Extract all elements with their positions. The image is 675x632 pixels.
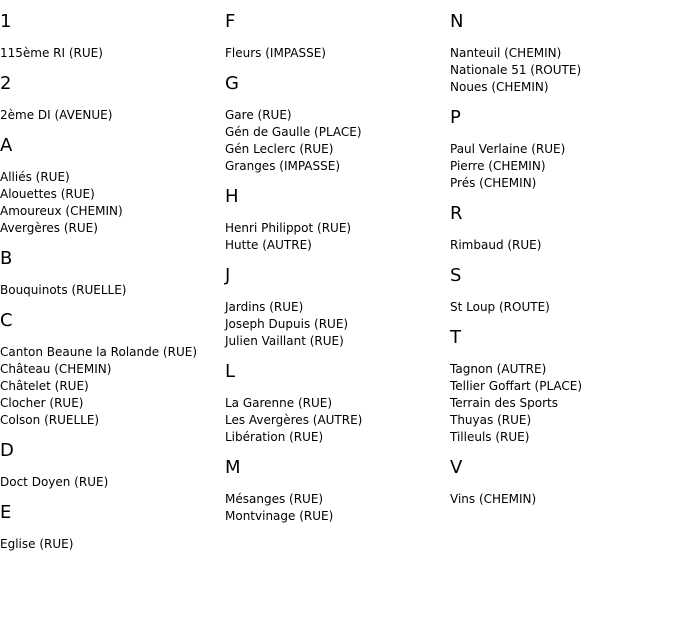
letter-group [0,441,220,491]
street-list [225,395,445,446]
letter-heading: V [450,457,463,478]
street-list [225,220,445,254]
street-link[interactable]: Noues (CHEMIN) [450,80,549,94]
letter-group [0,503,220,553]
letter-heading: C [0,310,13,331]
street-list [0,474,220,491]
letter-group [225,458,445,525]
letter-group [0,136,220,237]
street-list [0,282,220,299]
street-list [0,536,220,553]
street-link[interactable]: Joseph Dupuis (RUE) [225,317,349,331]
street-link[interactable]: Gare (RUE) [225,108,292,122]
letter-group [225,74,445,175]
street-link[interactable]: Château (CHEMIN) [0,362,112,376]
street-link[interactable]: St Loup (ROUTE) [450,300,550,314]
street-link[interactable]: Nanteuil (CHEMIN) [450,46,562,60]
letter-heading: S [450,265,462,286]
street-link[interactable]: Henri Philippot (RUE) [225,221,352,235]
street-link[interactable]: La Garenne (RUE) [225,396,333,410]
letter-group [450,204,670,254]
letter-heading: T [450,327,461,348]
street-link[interactable]: Colson (RUELLE) [0,413,100,427]
street-column-3 [450,0,670,518]
street-link[interactable]: Paul Verlaine (RUE) [450,142,566,156]
street-link[interactable]: Les Avergères (AUTRE) [225,413,363,427]
letter-heading: P [450,107,461,128]
letter-group [0,311,220,429]
street-link[interactable]: Fleurs (IMPASSE) [225,46,326,60]
letter-heading: N [450,11,464,32]
street-link[interactable]: Doct Doyen (RUE) [0,475,109,489]
letter-heading: A [0,135,13,156]
street-list [450,299,670,316]
street-link[interactable]: Granges (IMPASSE) [225,159,341,173]
street-link[interactable]: Thuyas (RUE) [450,413,532,427]
street-link[interactable]: Pierre (CHEMIN) [450,159,546,173]
street-link[interactable]: Avergères (RUE) [0,221,98,235]
street-list [0,169,220,237]
street-link[interactable]: Amoureux (CHEMIN) [0,204,123,218]
street-list [0,45,220,62]
street-column-1 [0,0,220,563]
letter-heading: G [225,73,239,94]
letter-heading: B [0,248,13,269]
street-link[interactable]: Clocher (RUE) [0,396,84,410]
street-link[interactable]: Prés (CHEMIN) [450,176,537,190]
letter-group [450,328,670,446]
street-link[interactable]: 2ème DI (AVENUE) [0,108,113,122]
street-list [225,45,445,62]
street-list [450,237,670,254]
street-list [0,107,220,124]
street-list [0,344,220,429]
street-link[interactable]: Nationale 51 (ROUTE) [450,63,582,77]
street-column-2 [225,0,445,535]
street-list [225,491,445,525]
letter-heading: E [0,502,12,523]
street-list [450,45,670,96]
street-link[interactable]: Châtelet (RUE) [0,379,89,393]
street-link[interactable]: Terrain des Sports [450,396,558,410]
letter-heading: L [225,361,236,382]
street-list [450,361,670,446]
street-list [450,141,670,192]
street-link[interactable]: 115ème RI (RUE) [0,46,103,60]
street-link[interactable]: Tagnon (AUTRE) [450,362,547,376]
letter-heading: 2 [0,73,12,94]
street-link[interactable]: Hutte (AUTRE) [225,238,312,252]
street-link[interactable]: Montvinage (RUE) [225,509,334,523]
letter-group [450,12,670,96]
street-link[interactable]: Alliés (RUE) [0,170,70,184]
letter-group [450,458,670,508]
letter-group [225,12,445,62]
letter-group [450,266,670,316]
street-link[interactable]: Alouettes (RUE) [0,187,95,201]
street-link[interactable]: Rimbaud (RUE) [450,238,542,252]
letter-heading: D [0,440,14,461]
street-link[interactable]: Gén de Gaulle (PLACE) [225,125,362,139]
street-list [450,491,670,508]
street-link[interactable]: Jardins (RUE) [225,300,304,314]
letter-heading: F [225,11,236,32]
street-link[interactable]: Mésanges (RUE) [225,492,324,506]
street-link[interactable]: Vins (CHEMIN) [450,492,537,506]
letter-group [0,74,220,124]
letter-heading: M [225,457,241,478]
letter-group [450,108,670,192]
letter-heading: 1 [0,11,12,32]
letter-heading: J [225,265,231,286]
street-link[interactable]: Libération (RUE) [225,430,324,444]
street-link[interactable]: Tilleuls (RUE) [450,430,530,444]
street-link[interactable]: Eglise (RUE) [0,537,74,551]
letter-group [225,266,445,350]
street-list [225,299,445,350]
letter-group [225,187,445,254]
letter-group [0,12,220,62]
letter-group [0,249,220,299]
letter-group [225,362,445,446]
street-link[interactable]: Canton Beaune la Rolande (RUE) [0,345,197,359]
letter-heading: H [225,186,239,207]
street-list [225,107,445,175]
letter-heading: R [450,203,463,224]
street-link[interactable]: Julien Vaillant (RUE) [225,334,344,348]
street-link[interactable]: Bouquinots (RUELLE) [0,283,127,297]
street-link[interactable]: Tellier Goffart (PLACE) [450,379,583,393]
street-link[interactable]: Gén Leclerc (RUE) [225,142,334,156]
